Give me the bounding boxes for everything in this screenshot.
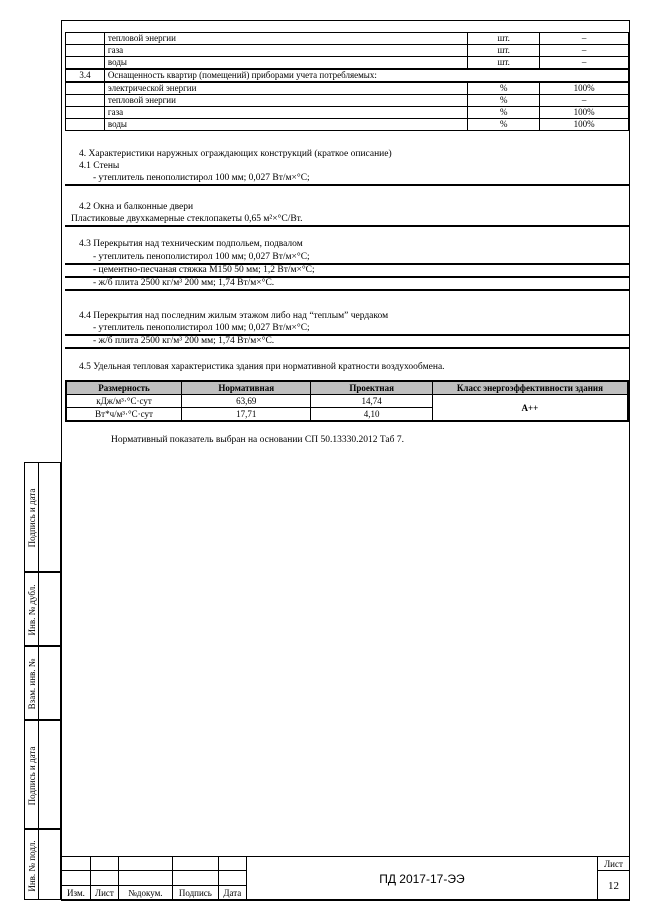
column-header: Класс энергоэффективности здания: [432, 381, 628, 395]
document-code: ПД 2017-17-ЭЭ: [246, 857, 597, 901]
efficiency-class: А++: [432, 395, 628, 422]
spec-title: 4.5 Удельная тепловая характеристика здания при нормативной кратности воздухообмена.: [79, 362, 445, 372]
norm-cell: 63,69: [182, 395, 311, 408]
meter-unit: шт.: [468, 33, 540, 45]
meter-name: электрической энергии: [104, 82, 467, 95]
meter-name: тепловой энергии: [104, 33, 467, 45]
unit-cell: кДж/м³·°С·сут: [66, 395, 182, 408]
divider: [65, 347, 629, 349]
meter-value: –: [540, 95, 629, 107]
column-header: Размерность: [66, 381, 182, 395]
roof-item: - утеплитель пенополистирол 100 мм; 0,027 Вт/м×°С;: [93, 323, 310, 333]
meter-name: газа: [104, 45, 467, 57]
table-row: [66, 45, 629, 57]
table-row: [66, 107, 629, 119]
section-title: Оснащенность квартир (помещений) приборами учета потребляемых:: [104, 69, 628, 82]
side-field: [24, 646, 61, 720]
stamp-col-label: Подпись: [172, 886, 218, 901]
side-field: [24, 829, 61, 900]
section-row: [66, 69, 629, 82]
meter-name: газа: [104, 107, 467, 119]
table-row: [66, 57, 629, 70]
basement-item: - цементно-песчаная стяжка М150 50 мм; 1,2 Вт/м×°С;: [93, 265, 315, 275]
title-block: [61, 856, 630, 901]
proj-cell: 14,74: [311, 395, 432, 408]
sheet-label: Лист: [597, 857, 629, 871]
divider: [65, 289, 629, 291]
stamp-col-label: №докум.: [118, 886, 172, 901]
basement-item: - ж/б плита 2500 кг/м³ 200 мм; 1,74 Вт/м×°С.: [93, 278, 275, 288]
meter-name: тепловой энергии: [104, 95, 467, 107]
walls-title: 4.1 Стены: [79, 161, 120, 171]
side-field: [24, 720, 61, 829]
section-4-title: 4. Характеристики наружных ограждающих конструкций (краткое описание): [79, 149, 392, 159]
table-row: [66, 33, 629, 45]
roof-title: 4.4 Перекрытия над последним жилым этажом либо над “теплым” чердаком: [79, 311, 389, 321]
side-label: Подпись и дата: [26, 488, 37, 548]
note-text: Нормативный показатель выбран на основании СП 50.13330.2012 Таб 7.: [111, 435, 404, 445]
side-field: [24, 572, 61, 646]
table-row: [66, 95, 629, 107]
norm-cell: 17,71: [182, 408, 311, 422]
basement-item: - утеплитель пенополистирол 100 мм; 0,027 Вт/м×°С;: [93, 252, 310, 262]
side-label: Подпись и дата: [26, 746, 37, 805]
column-header: Нормативная: [182, 381, 311, 395]
meter-unit: %: [468, 82, 540, 95]
meter-table: [65, 32, 629, 131]
walls-item: - утеплитель пенополистирол 100 мм; 0,027 Вт/м×°С;: [93, 173, 310, 183]
meter-value: –: [540, 45, 629, 57]
roof-item: - ж/б плита 2500 кг/м³ 200 мм; 1,74 Вт/м×°С.: [93, 336, 275, 346]
unit-cell: Вт*ч/м³·°С·сут: [66, 408, 182, 422]
table-row: [66, 119, 629, 131]
table-row: [66, 82, 629, 95]
side-label: Инв. № подл.: [26, 839, 37, 892]
meter-value: 100%: [540, 107, 629, 119]
stamp-col-label: Лист: [90, 886, 118, 901]
meter-name: воды: [104, 119, 467, 131]
stamp-col-label: Изм.: [62, 886, 91, 901]
meter-unit: %: [468, 107, 540, 119]
meter-value: 100%: [540, 82, 629, 95]
meter-unit: шт.: [468, 45, 540, 57]
side-label: Инв. № дубл.: [26, 584, 37, 636]
meter-unit: шт.: [468, 57, 540, 70]
proj-cell: 4,10: [311, 408, 432, 422]
basement-title: 4.3 Перекрытия над техническим подпольем, подвалом: [79, 239, 303, 249]
efficiency-table: [65, 380, 629, 422]
divider: [65, 225, 629, 227]
side-field: [24, 462, 61, 572]
meter-unit: %: [468, 119, 540, 131]
table-row: [66, 395, 628, 408]
column-header: Проектная: [311, 381, 432, 395]
meter-name: воды: [104, 57, 467, 70]
meter-value: –: [540, 57, 629, 70]
meter-unit: %: [468, 95, 540, 107]
windows-item: Пластиковые двухкамерные стеклопакеты 0,65 м²×°С/Вт.: [71, 214, 303, 224]
table-header-row: [66, 381, 628, 395]
sheet-number: 12: [597, 871, 629, 901]
divider: [65, 184, 629, 186]
stamp-col-label: Дата: [218, 886, 246, 901]
section-number: 3.4: [66, 69, 105, 82]
meter-value: 100%: [540, 119, 629, 131]
side-label: Взам. инв. №: [26, 658, 37, 710]
meter-value: –: [540, 33, 629, 45]
windows-title: 4.2 Окна и балконные двери: [79, 202, 194, 212]
